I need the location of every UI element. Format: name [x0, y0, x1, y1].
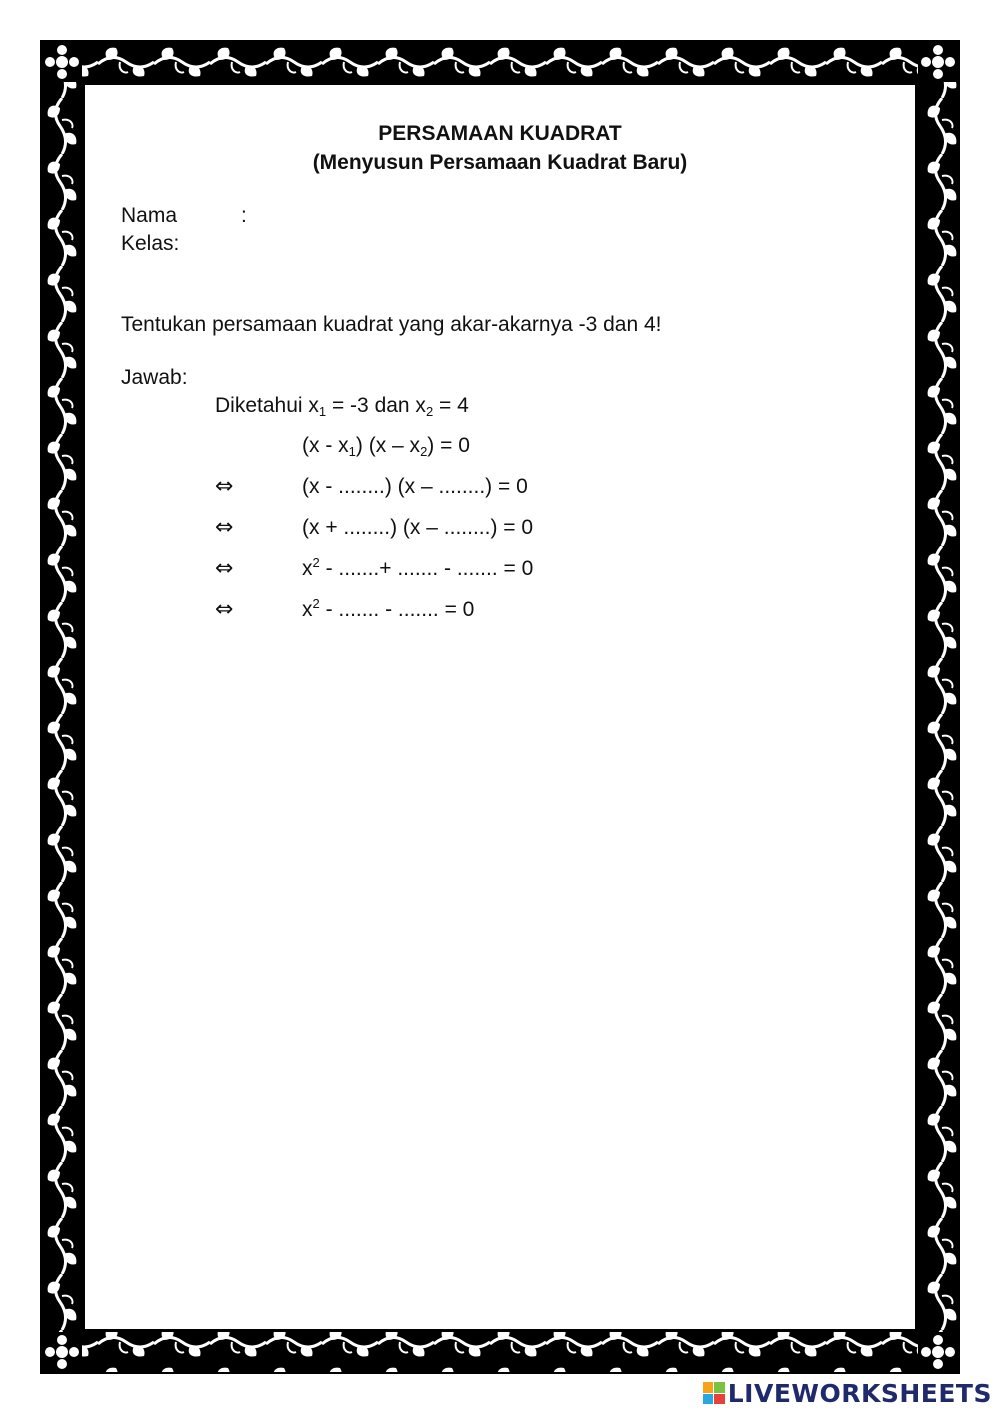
step4-sup: 2 [312, 596, 320, 611]
step3-sup: 2 [312, 555, 320, 570]
equivalence-arrow-icon: ⇔ [215, 474, 234, 499]
question-text: Tentukan persamaan kuadrat yang akar-akarnya -3 dan 4! [121, 313, 662, 336]
liveworksheets-logo-text: LIVEWORKSHEETS [727, 1378, 992, 1408]
given-prefix: Diketahui x [215, 394, 319, 417]
given-mid: = -3 dan x [326, 394, 426, 417]
step4-a: x [302, 598, 313, 621]
logo-square [714, 1394, 725, 1405]
liveworksheets-logo [703, 1378, 992, 1408]
kelas-label: Kelas: [121, 232, 180, 255]
given-statement [215, 394, 469, 419]
step3-b: - .......+ ....... - ....... = 0 [319, 557, 534, 580]
equation-step-0 [302, 434, 470, 459]
logo-square [714, 1382, 725, 1393]
equivalence-arrow-icon: ⇔ [215, 556, 234, 581]
equation-step-1: (x - ........) (x – ........) = 0 [302, 475, 528, 498]
equation-step-2: (x + ........) (x – ........) = 0 [302, 516, 534, 539]
logo-square [703, 1382, 714, 1393]
step0-c: ) = 0 [427, 434, 470, 457]
worksheet-subtitle: (Menyusun Persamaan Kuadrat Baru) [312, 151, 688, 174]
step4-b: - ....... - ....... = 0 [319, 598, 475, 621]
answer-label: Jawab: [121, 366, 188, 389]
worksheet-title: PERSAMAAN KUADRAT [378, 122, 622, 145]
equation-step-3 [302, 555, 534, 580]
given-sub1: 1 [318, 404, 327, 419]
given-suffix: = 4 [433, 394, 469, 417]
step3-a: x [302, 557, 313, 580]
equivalence-arrow-icon: ⇔ [215, 597, 234, 622]
step0-sub1: 1 [348, 444, 356, 459]
equivalence-arrow-icon: ⇔ [215, 515, 234, 540]
step0-b: ) (x – x [355, 434, 421, 457]
step0-a: (x - x [302, 434, 349, 457]
logo-square [703, 1394, 714, 1405]
step0-sub2: 2 [420, 444, 428, 459]
nama-colon: : [241, 204, 247, 227]
nama-label: Nama [121, 204, 178, 227]
equation-step-4 [302, 596, 475, 621]
liveworksheets-logo-icon [703, 1382, 725, 1404]
given-sub2: 2 [425, 404, 434, 419]
